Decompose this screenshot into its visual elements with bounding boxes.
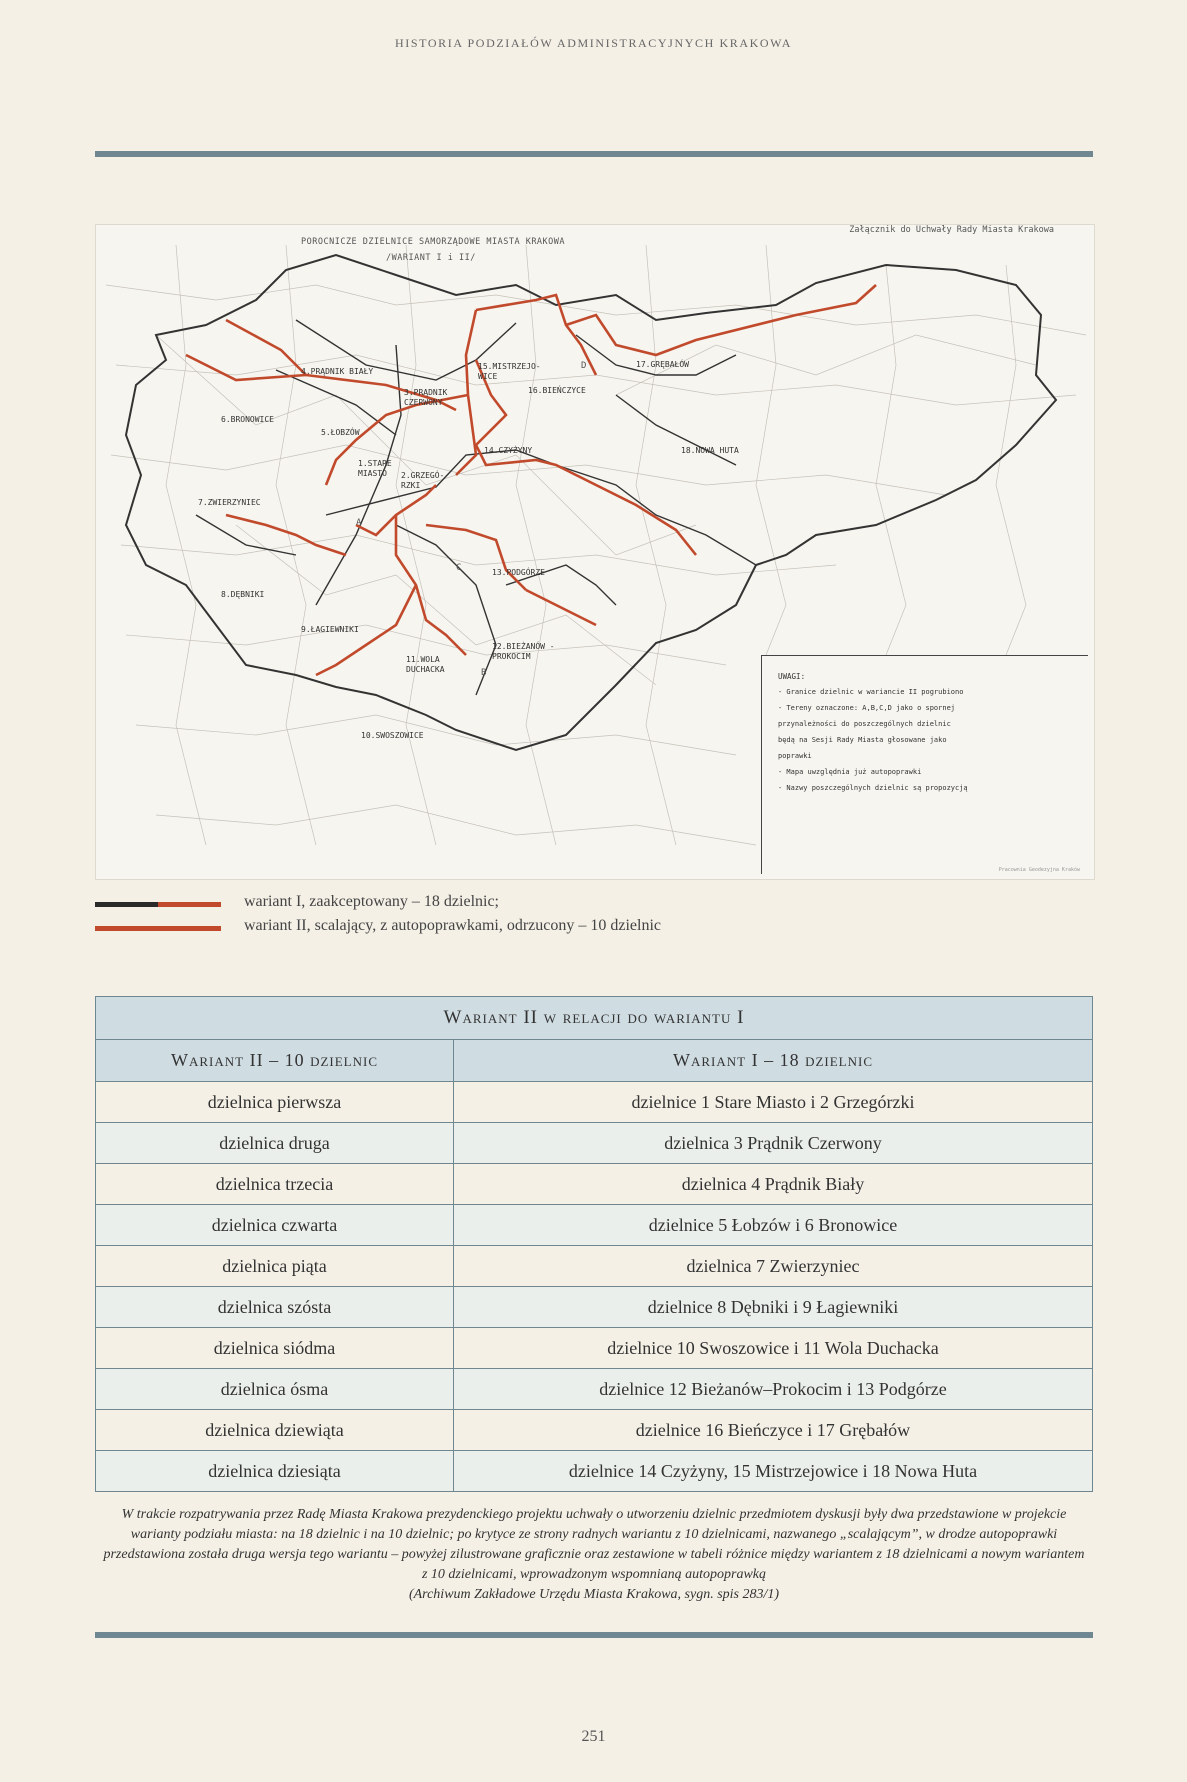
map-attachment-note: Załącznik do Uchwały Rady Miasta Krakowa [849,225,1054,235]
running-header: HISTORIA PODZIAŁÓW ADMINISTRACYJNYCH KRAKOWA [395,36,792,50]
note-line: będą na Sesji Rady Miasta głosowane jako [778,736,947,744]
district-label: 4.PRĄDNIK BIAŁY [301,367,374,376]
district-label: 9.ŁAGIEWNIKI [301,625,359,634]
table-cell: dzielnica szósta [96,1287,454,1328]
district-label: 3.PRĄDNIK CZERWONY [404,388,448,407]
table-row [96,1410,1093,1451]
table-caption: Wariant II w relacji do wariantu I [96,997,1093,1040]
district-label: 17.GRĘBAŁÓW [636,360,689,369]
legend-swatch-variant-i [95,902,221,907]
variant-ii-boundaries [186,285,876,675]
district-label: 16.BIEŃCZYCE [528,386,586,395]
map-credit: Pracownia Geodezyjna Kraków [998,867,1080,873]
district-label: 7.ZWIERZYNIEC [198,498,261,507]
district-label: 14.CZYŻYNY [484,446,533,455]
note-line: - Granice dzielnic w wariancie II pogrubiono [778,688,964,696]
table-cell: dzielnice 5 Łobzów i 6 Bronowice [454,1205,1093,1246]
table-cell: dzielnice 8 Dębniki i 9 Łagiewniki [454,1287,1093,1328]
district-label: 11.WOLA DUCHACKA [406,655,445,674]
table-cell: dzielnice 1 Stare Miasto i 2 Grzegórzki [454,1082,1093,1123]
table-cell: dzielnica trzecia [96,1164,454,1205]
district-label: 1.STARE MIASTO [358,459,392,478]
table-cell: dzielnica 3 Prądnik Czerwony [454,1123,1093,1164]
table-row [96,1328,1093,1369]
caption-source: (Archiwum Zakładowe Urzędu Miasta Krakowa, sygn. spis 283/1) [408,1587,780,1602]
legend-label-variant-i: wariant I, zaakceptowany – 18 dzielnic; [244,893,499,910]
district-label: 13.PODGÓRZE [492,568,545,577]
note-line: - Nazwy poszczególnych dzielnic są propozycją [778,784,968,792]
map-subtitle: /WARIANT I i II/ [386,253,476,263]
table-cell: dzielnica 4 Prądnik Biały [454,1164,1093,1205]
district-label: 18.NOWA HUTA [681,446,739,455]
district-label: 12.BIEŻANÓW - PROKOCIM [492,642,555,661]
table-cell: dzielnica siódma [96,1328,454,1369]
table-cell: dzielnice 12 Bieżanów–Prokocim i 13 Podgórze [454,1369,1093,1410]
table-row [96,1287,1093,1328]
caption-text: W trakcie rozpatrywania przez Radę Miasta Krakowa prezydenckiego projektu uchwały o utworzeniu dzielnic przedmiotem dyskusji były dwa przedstawione w projekcie warianty podziału miasta: na 18 dzielnic i na 10 dzielnic; po krytyce ze strony radnych wariantu z 10 dzielnicami, nazwanego „scalającym”, w drodze autopoprawki przedstawiona została druga wersja tego wariantu – powyżej zilustrowane graficznie oraz zestawione w tabeli różnice między wariantem z 18 dzielnicami a nowym wariantem z 10 dzielnicami, wprowadzonym wspomnianą autopoprawką [103,1507,1085,1582]
area-letter: D [581,361,587,371]
table-cell: dzielnica dziesiąta [96,1451,454,1492]
column-header: Wariant I – 18 dzielnic [454,1040,1093,1082]
note-line: poprawki [778,752,812,760]
table-row [96,1369,1093,1410]
legend-swatch-variant-ii [95,926,221,931]
table-cell: dzielnica ósma [96,1369,454,1410]
area-letter: C [456,563,462,573]
table-cell: dzielnica pierwsza [96,1082,454,1123]
notes-title: UWAGI: [778,672,806,681]
map-notes-box [761,655,1088,874]
area-letter: B [481,668,487,678]
page-number: 251 [581,1728,606,1745]
district-label: 8.DĘBNIKI [221,590,265,599]
top-rule [95,151,1093,157]
table-row [96,1082,1093,1123]
district-label: 15.MISTRZEJO- WICE [478,362,541,381]
table-row [96,1205,1093,1246]
note-line: - Mapa uwzględnia już autopoprawki [778,768,922,776]
table-cell: dzielnice 16 Bieńczyce i 17 Grębałów [454,1410,1093,1451]
note-line: przynależności do poszczególnych dzielnic [778,720,951,728]
note-line: - Tereny oznaczone: A,B,C,D jako o spornej [778,704,956,712]
map-title: POROCNICZE DZIELNICE SAMORZĄDOWE MIASTA KRAKOWA [301,237,566,247]
district-label: 5.ŁOBZÓW [321,428,360,437]
legend-label-variant-ii: wariant II, scalający, z autopoprawkami, odrzucony – 10 dzielnic [244,917,662,934]
table-cell: dzielnice 14 Czyżyny, 15 Mistrzejowice i 18 Nowa Huta [454,1451,1093,1492]
figure-caption [100,1505,1088,1605]
table-cell: dzielnica piąta [96,1246,454,1287]
area-letter: A [356,518,362,528]
comparison-table [95,996,1093,1492]
table-cell: dzielnica czwarta [96,1205,454,1246]
district-label: 6.BRONOWICE [221,415,274,424]
table-row [96,1164,1093,1205]
table-cell: dzielnice 10 Swoszowice i 11 Wola Duchacka [454,1328,1093,1369]
column-header: Wariant II – 10 dzielnic [96,1040,454,1082]
table-row [96,1246,1093,1287]
district-label: 10.SWOSZOWICE [361,731,424,740]
table-cell: dzielnica dziewiąta [96,1410,454,1451]
table-row [96,1123,1093,1164]
table-cell: dzielnica druga [96,1123,454,1164]
district-label: 2.GRZEGÓ- RZKI [401,471,445,490]
table-cell: dzielnica 7 Zwierzyniec [454,1246,1093,1287]
table-row [96,1451,1093,1492]
bottom-rule [95,1632,1093,1638]
district-map [95,224,1095,880]
